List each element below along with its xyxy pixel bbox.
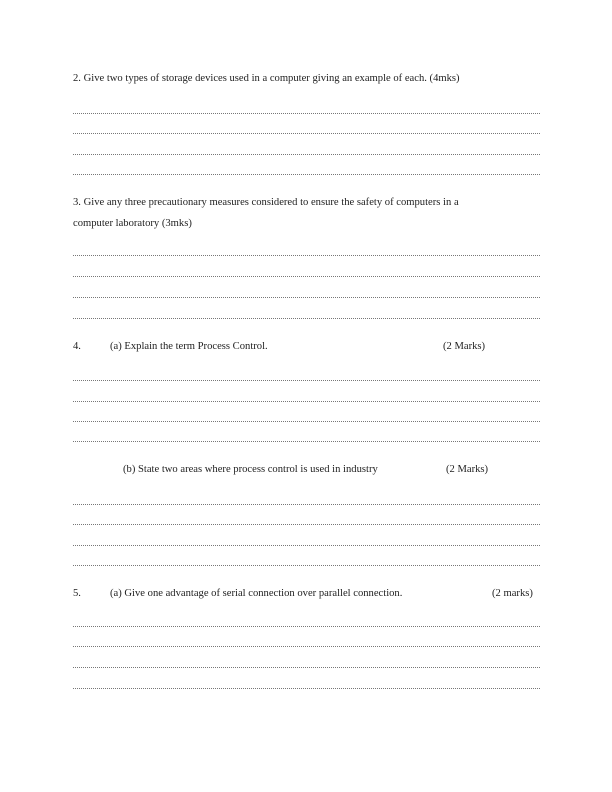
answer-line[interactable] (73, 276, 540, 277)
q3-text-line1: 3. Give any three precautionary measures considered to ensure the safety of computers in a (73, 197, 459, 208)
q4a-text: (a) Explain the term Process Control. (110, 341, 268, 352)
answer-line[interactable] (73, 545, 540, 546)
answer-line[interactable] (73, 297, 540, 298)
q2-text: 2. Give two types of storage devices used in a computer giving an example of each. (4mks) (73, 73, 460, 84)
answer-line[interactable] (73, 255, 540, 256)
q3-text-line2: computer laboratory (3mks) (73, 218, 192, 229)
q4b-text: (b) State two areas where process control is used in industry (123, 464, 378, 475)
q4-number: 4. (73, 341, 81, 352)
answer-line[interactable] (73, 174, 540, 175)
answer-line[interactable] (73, 133, 540, 134)
q5-number: 5. (73, 588, 81, 599)
answer-line[interactable] (73, 565, 540, 566)
q4b-marks: (2 Marks) (446, 464, 489, 475)
answer-line[interactable] (73, 646, 540, 647)
answer-line[interactable] (73, 380, 540, 381)
answer-line[interactable] (73, 421, 540, 422)
answer-line[interactable] (73, 154, 540, 155)
answer-line[interactable] (73, 524, 540, 525)
q5a-text: (a) Give one advantage of serial connection over parallel connection. (110, 588, 403, 599)
q4a-marks: (2 Marks) (443, 341, 486, 352)
answer-line[interactable] (73, 401, 540, 402)
answer-line[interactable] (73, 113, 540, 114)
q5a-marks: (2 marks) (492, 588, 533, 599)
answer-line[interactable] (73, 504, 540, 505)
answer-line[interactable] (73, 667, 540, 668)
answer-line[interactable] (73, 441, 540, 442)
answer-line[interactable] (73, 318, 540, 319)
answer-line[interactable] (73, 626, 540, 627)
answer-line[interactable] (73, 688, 540, 689)
